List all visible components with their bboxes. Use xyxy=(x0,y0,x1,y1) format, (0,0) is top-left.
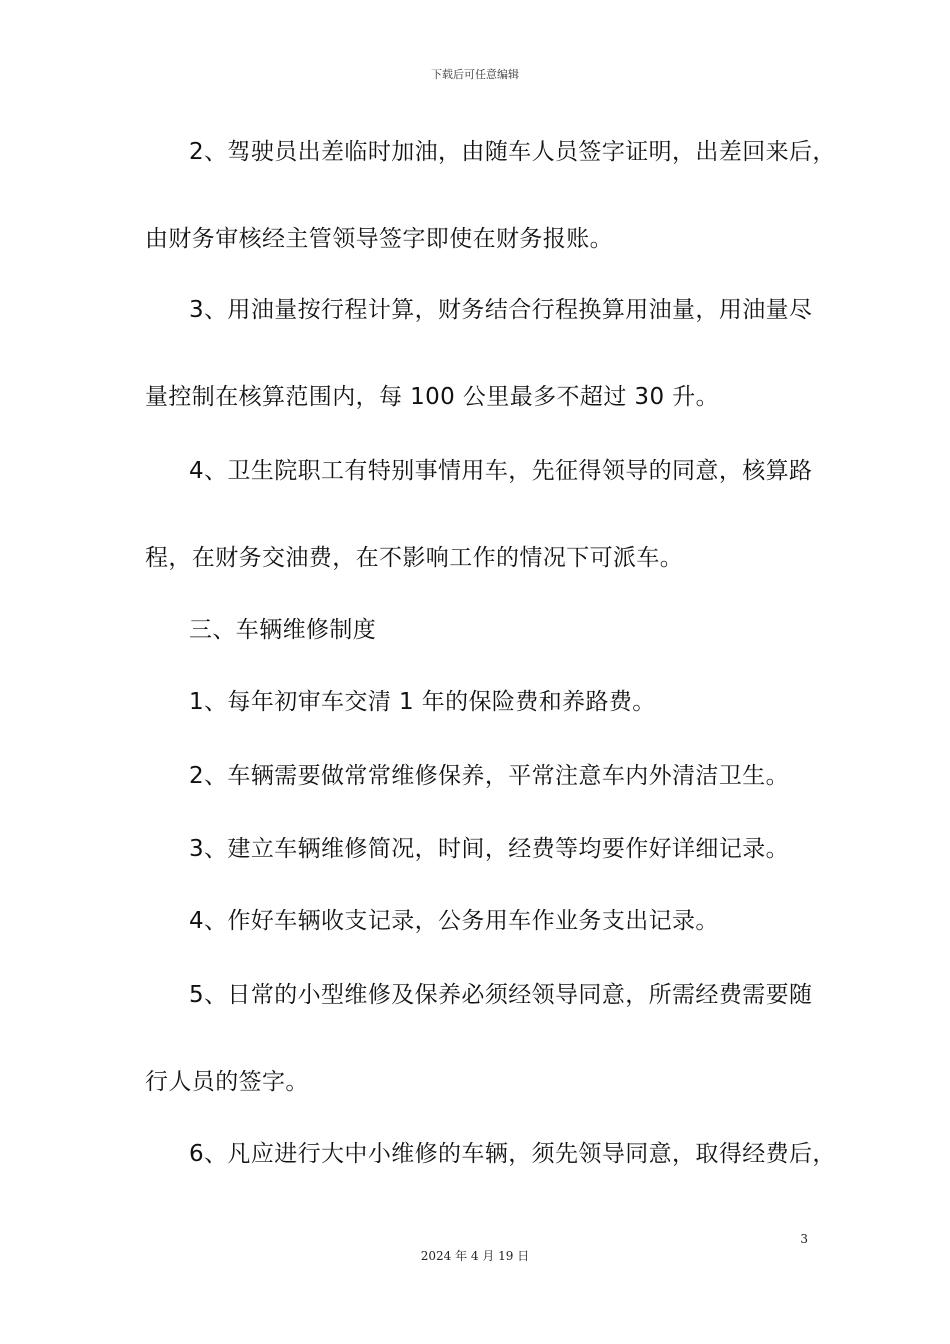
paragraph-line: 1、每年初审车交清 1 年的保险费和养路费。 xyxy=(189,689,656,715)
paragraph-line: 4、卫生院职工有特别事情用车，先征得领导的同意，核算路 xyxy=(189,458,813,484)
paragraph-line: 3、用油量按行程计算，财务结合行程换算用油量，用油量尽 xyxy=(189,297,813,323)
paragraph-line: 程，在财务交油费，在不影响工作的情况下可派车。 xyxy=(145,545,684,571)
paragraph-line: 6、凡应进行大中小维修的车辆，须先领导同意，取得经费后， xyxy=(189,1141,836,1167)
paragraph-line: 2、驾驶员出差临时加油，由随车人员签字证明，出差回来后， xyxy=(189,139,836,165)
paragraph-line: 5、日常的小型维修及保养必须经领导同意，所需经费需要随 xyxy=(189,982,813,1008)
paragraph-line: 3、建立车辆维修简况，时间，经费等均要作好详细记录。 xyxy=(189,836,790,862)
paragraph-line: 行人员的签字。 xyxy=(145,1069,309,1095)
section-heading: 三、车辆维修制度 xyxy=(189,617,377,643)
page-number: 3 xyxy=(800,1232,808,1246)
paragraph-line: 量控制在核算范围内，每 100 公里最多不超过 30 升。 xyxy=(145,384,720,410)
paragraph-line: 4、作好车辆收支记录，公务用车作业务支出记录。 xyxy=(189,908,719,934)
paragraph-line: 2、车辆需要做常常维修保养，平常注意车内外清洁卫生。 xyxy=(189,763,790,789)
page-header: 下载后可任意编辑 xyxy=(431,68,519,81)
paragraph-line: 由财务审核经主管领导签字即使在财务报账。 xyxy=(145,226,613,252)
footer-date: 2024 年 4 月 19 日 xyxy=(420,1249,530,1263)
